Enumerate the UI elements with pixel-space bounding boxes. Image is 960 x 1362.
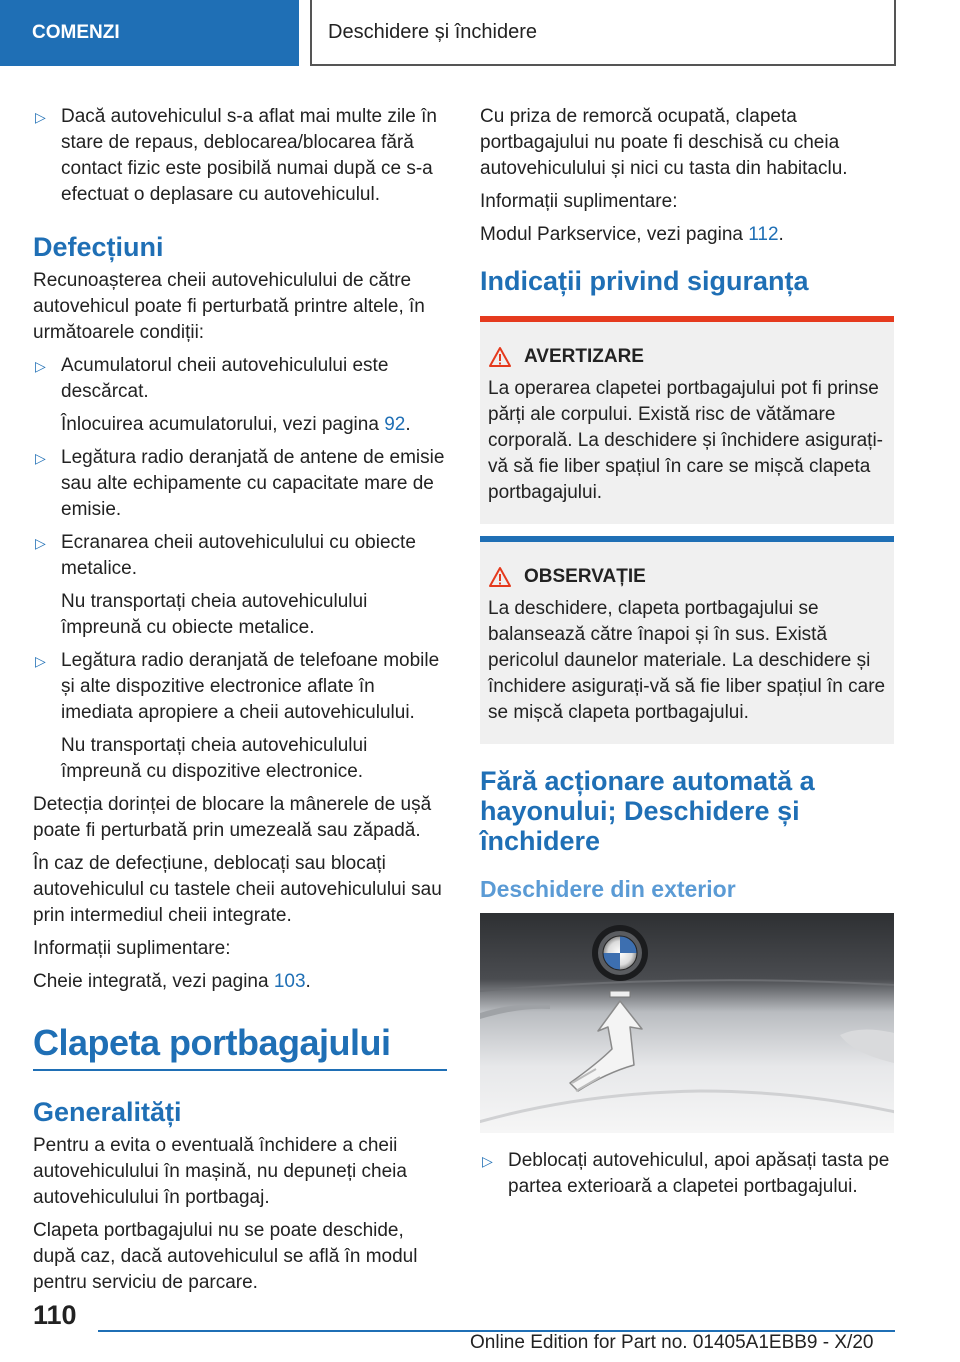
triangle-bullet-icon: ▷ xyxy=(35,358,46,374)
triangle-bullet-icon: ▷ xyxy=(35,109,46,125)
edition-note: Online Edition for Part no. 01405A1EBB9 - X/20 xyxy=(470,1332,874,1353)
caution-triangle-icon xyxy=(488,566,512,588)
note-text: La deschidere, clapeta portbagajului se balansează către înapoi și în sus. Există pericolul daunelor materiale. La deschidere și închidere asigurați-vă să fie liber spațiul în care se mișcă clapeta portbagajului. xyxy=(488,598,886,723)
list-item: ▷ Legătura radio deranjată de antene de emisie sau alte echipamente cu capacitate mare de emisie. xyxy=(35,447,445,520)
paragraph: Recunoașterea cheii autovehiculului de către autovehicul poate fi perturbată printre altele, în următoarele condiții: xyxy=(33,270,425,343)
paragraph: Detecția dorinței de blocare la mânerele de ușă poate fi perturbată prin umezeală sau zăpadă. xyxy=(33,794,432,841)
list-item: ▷ Dacă autovehiculul s-a aflat mai multe zile în stare de repaus, deblocarea/blocarea fără contact fizic este posibilă numai după ce s-a efectuat o deplasare cu autovehiculul. xyxy=(35,106,437,205)
list-subtext: Nu transportați cheia autovehiculului împreună cu obiecte metalice. xyxy=(61,591,368,638)
list-item: ▷ Ecranarea cheii autovehiculului cu obiecte metalice. xyxy=(35,532,416,579)
triangle-bullet-icon: ▷ xyxy=(35,535,46,551)
warning-title: AVERTIZARE xyxy=(524,346,644,367)
list-item: ▷ Deblocați autovehiculul, apoi apăsați tasta pe partea exterioară a clapetei portbagajului. xyxy=(482,1150,890,1197)
note-title: OBSERVAȚIE xyxy=(524,566,646,587)
paragraph: În caz de defecțiune, deblocați sau blocați autovehiculul cu tastele cheii autovehiculului sau prin intermediul cheii integrate. xyxy=(33,853,442,926)
list-item: ▷ Acumulatorul cheii autovehiculului este descărcat. xyxy=(35,355,389,402)
right-column xyxy=(480,104,894,904)
tailgate-figure xyxy=(480,913,894,1133)
list-subtext: Înlocuirea acumulatorului, vezi pagina 92. xyxy=(61,414,411,435)
page-number: 110 xyxy=(33,1300,77,1330)
list-subtext: Nu transportați cheia autovehiculului împreună cu dispozitive electronice. xyxy=(61,735,368,782)
warning-triangle-icon xyxy=(488,346,512,368)
section-heading-safety: Indicații privind siguranța xyxy=(480,266,809,296)
final-list xyxy=(480,1148,894,1207)
warning-text: La operarea clapetei portbagajului pot fi prinse părți ale corpului. Există risc de vătămare corporală. La deschidere și închidere asigurați-vă să fie liber spațiul în care se mișcă clapeta portbagajului. xyxy=(488,378,883,503)
triangle-bullet-icon: ▷ xyxy=(35,653,46,669)
paragraph: Modul Parkservice, vezi pagina 112. xyxy=(480,224,784,245)
paragraph: Informații suplimentare: xyxy=(33,938,231,959)
paragraph: Clapeta portbagajului nu se poate deschide, după caz, dacă autovehiculul se află în modul pentru serviciu de parcare. xyxy=(33,1220,418,1293)
list-item: ▷ Legătura radio deranjată de telefoane mobile și alte dispozitive electronice aflate în imediata apropiere a cheii autovehiculului. xyxy=(35,650,440,723)
page-link-92[interactable]: 92 xyxy=(384,414,406,435)
left-column xyxy=(33,104,447,1303)
chapter-heading-tailgate: Clapeta portbagajului xyxy=(33,1022,391,1063)
page-link-103[interactable]: 103 xyxy=(273,971,306,992)
chapter-title: Deschidere și închidere xyxy=(310,0,896,66)
paragraph: Cheie integrată, vezi pagina 103. xyxy=(33,971,311,992)
section-tab[interactable]: COMENZI xyxy=(0,0,299,66)
heading-rule xyxy=(33,1069,447,1071)
triangle-bullet-icon: ▷ xyxy=(35,450,46,466)
triangle-bullet-icon: ▷ xyxy=(482,1153,493,1169)
section-heading-defects: Defecțiuni xyxy=(33,232,164,262)
paragraph: Pentru a evita o eventuală închidere a cheii autovehiculului în mașină, nu depuneți cheia autovehiculului în portbagaj. xyxy=(33,1135,407,1208)
subsection-heading-outside: Deschidere din exterior xyxy=(480,876,736,902)
section-heading-manual: Fără acționare automată a hayonului; Deschidere și închidere xyxy=(480,766,815,856)
paragraph: Cu priza de remorcă ocupată, clapeta portbagajului nu poate fi deschisă cu cheia autovehiculului și nici cu tasta din habitaclu. xyxy=(480,106,848,179)
tailgate-illustration xyxy=(480,913,894,1133)
section-heading-general: Generalități xyxy=(33,1097,182,1127)
paragraph: Informații suplimentare: xyxy=(480,191,678,212)
page-link-112[interactable]: 112 xyxy=(748,224,779,245)
warning-box xyxy=(480,316,894,524)
note-box xyxy=(480,536,894,744)
